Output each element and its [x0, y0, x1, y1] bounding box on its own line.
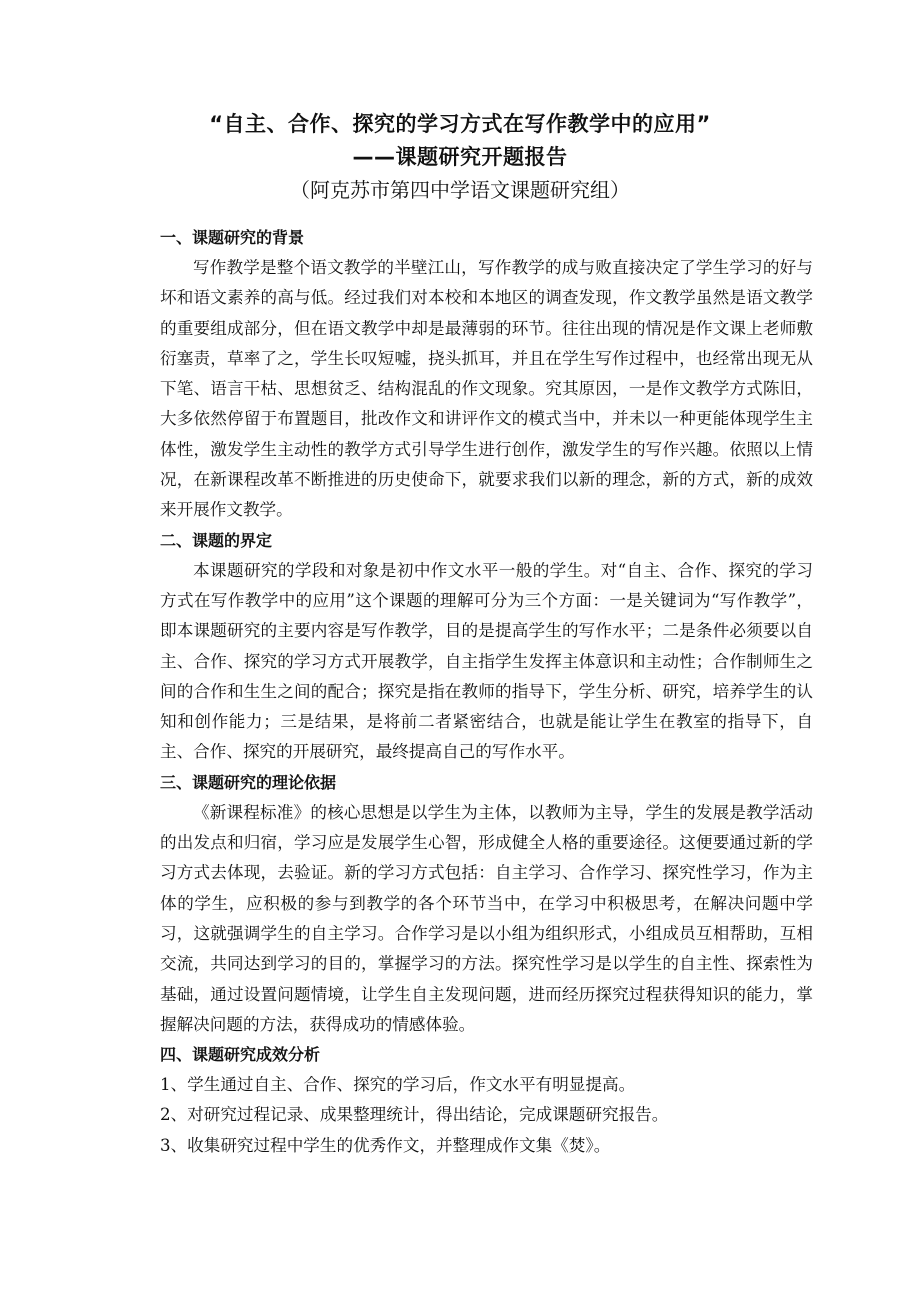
section-heading-background: 一、课题研究的背景 [160, 228, 305, 247]
list-item: 1、学生通过自主、合作、探究的学习后，作文水平有明显提高。 [160, 1075, 636, 1095]
section-paragraph-theory: 《新课程标准》的核心思想是以学生为主体，以教师为主导，学生的发展是教学活动的出发点和归宿，学习应是发展学生心智，形成健全人格的重要途径。这便要通过新的学习方式去体现，去验证。新的学习方式包括：自主学习、合作学习、探究性学习，作为主体的学生，应积极的参与到教学的各个环节当中，在学习中积极思考，在解决问题中学习，这就强调学生的自主学习。合作学习是以小组为组织形式，小组成员互相帮助，互相交流，共同达到学习的目的，掌握学习的方法。探究性学习是以学生的自主性、探索性为基础，通过设置问题情境，让学生自主发现问题，进而经历探究过程获得知识的能力，掌握解决问题的方法，获得成功的情感体验。 [160, 802, 813, 1034]
list-item: 2、对研究过程记录、成果整理统计，得出结论，完成课题研究报告。 [160, 1105, 669, 1125]
section-paragraph-definition: 本课题研究的学段和对象是初中作文水平一般的学生。对“自主、合作、探究的学习方式在写作教学中的应用”这个课题的理解可分为三个方面：一是关键词为“写作教学”，即本课题研究的主要内容是写作教学，目的是提高学生的写作水平；二是条件必须要以自主、合作、探究的学习方式开展教学，自主指学生发挥主体意识和主动性；合作制师生之间的合作和生生之间的配合；探究是指在教师的指导下，学生分析、研究，培养学生的认知和创作能力；三是结果，是将前二者紧密结合，也就是能让学生在教室的指导下，自主、合作、探究的开展研究，最终提高自己的写作水平。 [160, 560, 813, 762]
section-heading-results: 四、课题研究成效分析 [160, 1045, 321, 1065]
document-title: “自主、合作、探究的学习方式在写作教学中的应用” [209, 112, 711, 136]
list-item: 3、收集研究过程中学生的优秀作文，并整理成作文集《焚》。 [160, 1135, 611, 1155]
section-heading-definition: 二、课题的界定 [160, 530, 273, 550]
document-subtitle: ——课题研究开题报告 [352, 145, 568, 169]
document-organization: （阿克苏市第四中学语文课题研究组） [290, 178, 630, 202]
section-heading-theory: 三、课题研究的理论依据 [160, 772, 337, 792]
document-body [160, 223, 813, 1161]
title-block [0, 108, 920, 206]
section-paragraph-background: 写作教学是整个语文教学的半壁江山，写作教学的成与败直接决定了学生学习的好与坏和语文素养的高与低。经过我们对本校和本地区的调查发现，作文教学虽然是语文教学的重要组成部分，但在语文教学中却是最薄弱的环节。往往出现的情况是作文课上老师敷衍塞责，草率了之，学生长叹短嘘，挠头抓耳，并且在学生写作过程中，也经常出现无从下笔、语言干枯、思想贫乏、结构混乱的作文现象。究其原因，一是作文教学方式陈旧，大多依然停留于布置题目，批改作文和讲评作文的模式当中，并未以一种更能体现学生主体性，激发学生主动性的教学方式引导学生进行创作，激发学生的写作兴趣。依照以上情况，在新课程改革不断推进的历史使命下，就要求我们以新的理念，新的方式，新的成效来开展作文教学。 [160, 258, 813, 520]
